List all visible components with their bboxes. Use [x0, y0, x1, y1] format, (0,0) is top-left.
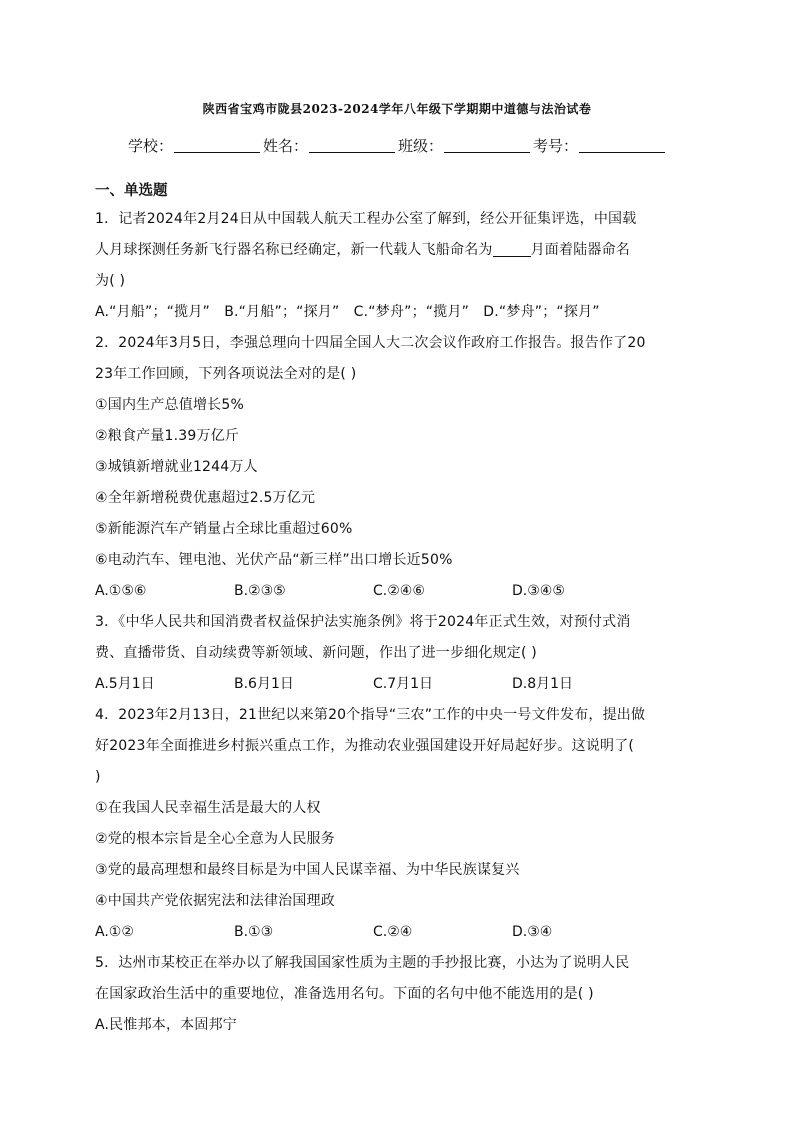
- question-4-stem-line3: ): [95, 769, 101, 785]
- question-5: [95, 948, 700, 1041]
- question-4-item: ③党的最高理想和最终目标是为中国人民谋幸福、为中华民族谋复兴: [95, 862, 520, 878]
- option-c: C.②④: [373, 924, 413, 940]
- option-b: B.6月1日: [234, 676, 294, 692]
- question-3-stem-line2: 费、直播带货、自动续费等新领域、新问题，作出了进一步细化规定( ): [95, 645, 537, 661]
- question-4-item: ④中国共产党依据宪法和法律治国理政: [95, 893, 335, 909]
- question-2-item: ④全年新增税费优惠超过2.5万亿元: [95, 490, 316, 506]
- class-label: 班级：: [398, 137, 444, 155]
- question-2-item: ③城镇新增就业1244万人: [95, 459, 258, 475]
- school-label: 学校：: [127, 137, 173, 155]
- question-2-stem-line2: 23年工作回顾，下列各项说法全对的是( ): [95, 366, 357, 382]
- question-1-stem: 1．记者2024年2月24日从中国载人航天工程办公室了解到，经公开征集评选，中国载: [95, 211, 637, 227]
- question-4-stem-line2: 好2023年全面推进乡村振兴重点工作，为推动农业强国建设开好局起好步。这说明了(: [95, 738, 635, 754]
- exam-content: [95, 178, 700, 1041]
- name-label: 姓名：: [262, 137, 308, 155]
- option-c: C.7月1日: [373, 676, 434, 692]
- question-4: [95, 700, 700, 948]
- student-info-line: [0, 135, 794, 156]
- id-blank: [579, 138, 665, 153]
- question-4-item: ②党的根本宗旨是全心全意为人民服务: [95, 831, 335, 847]
- question-3-options: [95, 669, 700, 700]
- question-1-stem-line2: [95, 235, 700, 266]
- question-3: [95, 607, 700, 700]
- question-4-item: ①在我国人民幸福生活是最大的人权: [95, 800, 321, 816]
- question-1: [95, 204, 700, 328]
- question-2-item: ①国内生产总值增长5%: [95, 397, 244, 413]
- question-2-options: [95, 576, 700, 607]
- name-blank: [309, 138, 395, 153]
- exam-title: 陕西省宝鸡市陇县2023-2024学年八年级下学期期中道德与法治试卷: [202, 102, 592, 116]
- option-d: D.③④: [512, 924, 553, 940]
- question-3-stem: 3．《中华人民共和国消费者权益保护法实施条例》将于2024年正式生效，对预付式消: [95, 614, 631, 630]
- section-heading: 一、单选题: [95, 183, 168, 199]
- option-a: A.①⑤⑥: [95, 583, 147, 599]
- option-a: A.5月1日: [95, 676, 155, 692]
- question-1-fill-blank: [493, 242, 531, 257]
- class-blank: [444, 138, 530, 153]
- school-blank: [174, 138, 260, 153]
- question-1-options: A.“月船”；“揽月” B.“月船”；“探月” C.“梦舟”；“揽月” D.“梦舟”；“探月”: [95, 304, 600, 320]
- option-a: A.民惟邦本，本固邦宁: [95, 1017, 237, 1033]
- option-a: A.①②: [95, 924, 134, 940]
- option-b: B.①③: [234, 924, 274, 940]
- question-4-options: [95, 917, 700, 948]
- question-2-item: ②粮食产量1.39万亿斤: [95, 428, 240, 444]
- question-1-stem-part-b: 月面着陆器命名: [530, 242, 631, 258]
- question-5-stem-line2: 在国家政治生活中的重要地位，准备选用名句。下面的名句中他不能选用的是( ): [95, 986, 594, 1002]
- question-2: [95, 328, 700, 607]
- question-2-stem: 2．2024年3月5日，李强总理向十四届全国人大二次会议作政府工作报告。报告作了20: [95, 335, 646, 351]
- question-5-stem: 5．达州市某校正在举办以了解我国国家性质为主题的手抄报比赛，小达为了说明人民: [95, 955, 630, 971]
- id-label: 考号：: [533, 137, 579, 155]
- option-b: B.②③⑤: [234, 583, 286, 599]
- question-1-stem-line3: 为( ): [95, 273, 126, 289]
- option-d: D.8月1日: [512, 676, 574, 692]
- question-1-stem-part-a: 人月球探测任务新飞行器名称已经确定，新一代载人飞船命名为: [95, 242, 493, 258]
- option-d: D.③④⑤: [512, 583, 565, 599]
- question-2-item: ⑤新能源汽车产销量占全球比重超过60%: [95, 521, 353, 537]
- question-2-item: ⑥电动汽车、锂电池、光伏产品“新三样”出口增长近50%: [95, 552, 453, 568]
- question-4-stem: 4．2023年2月13日，21世纪以来第20个指导“三农”工作的中央一号文件发布，提出做: [95, 707, 646, 723]
- option-c: C.②④⑥: [373, 583, 425, 599]
